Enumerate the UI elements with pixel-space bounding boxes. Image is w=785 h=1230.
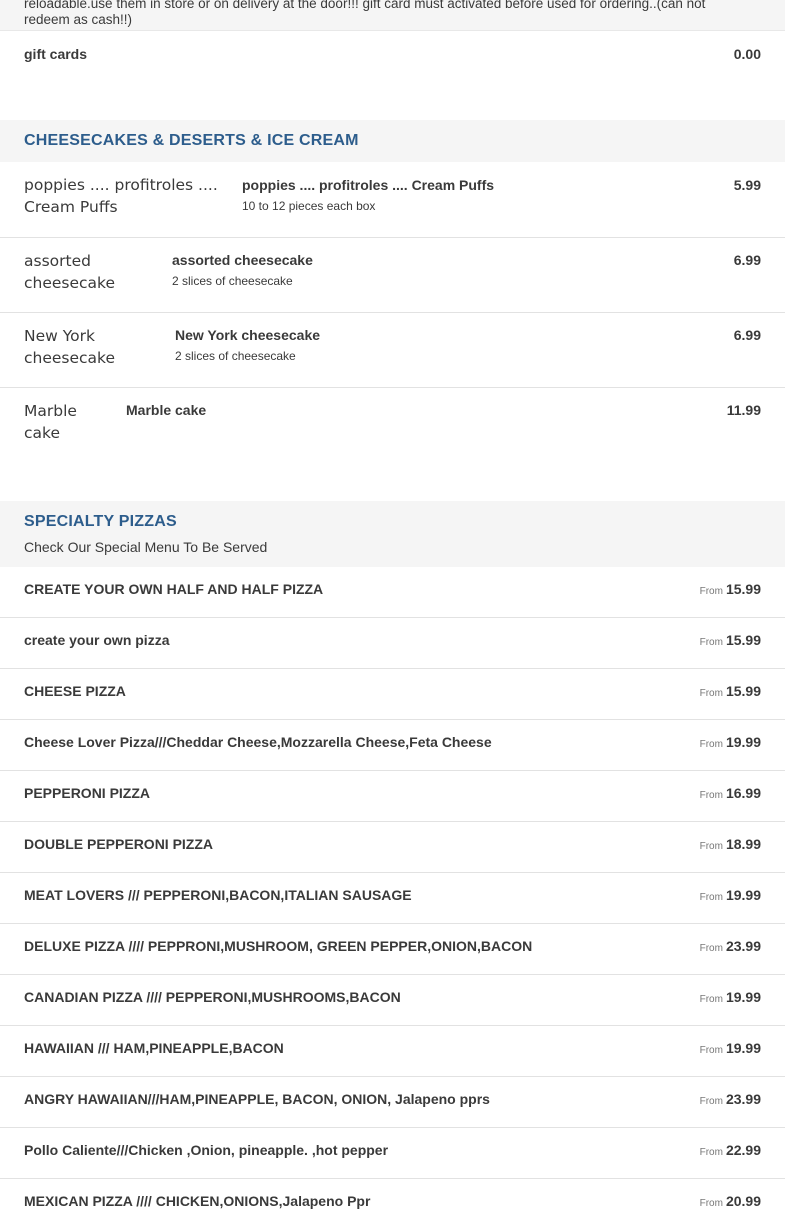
item-price — [700, 734, 761, 753]
pizza-item[interactable] — [0, 924, 785, 975]
item-price — [700, 836, 761, 855]
price-from-label: From — [699, 637, 723, 648]
price-from-label: From — [699, 790, 723, 801]
gift-card-note-banner — [0, 0, 785, 31]
item-name: Marble cake — [126, 402, 207, 418]
price-from-label: From — [699, 943, 723, 954]
item-image-alt: New York cheesecake — [24, 327, 116, 367]
item-image — [24, 400, 114, 444]
section-title: CHEESECAKES & DESERTS & ICE CREAM — [24, 132, 359, 149]
item-name: DOUBLE PEPPERONI PIZZA — [24, 836, 214, 852]
price-value: 15.99 — [725, 632, 761, 648]
item-name: poppies .... profitroles .... Cream Puffs — [242, 177, 495, 193]
item-name: Pollo Caliente///Chicken ,Onion, pineapple. ,hot pepper — [24, 1142, 389, 1158]
item-price: 5.99 — [733, 177, 761, 193]
price-value: 0.00 — [733, 46, 761, 62]
item-image-alt: poppies .... profitroles .... Cream Puffs — [24, 176, 218, 216]
item-name: DELUXE PIZZA //// PEPPRONI,MUSHROOM, GREEN PEPPER,ONION,BACON — [24, 938, 533, 954]
price-value: 16.99 — [725, 785, 761, 801]
item-name: assorted cheesecake — [172, 252, 313, 268]
item-name: create your own pizza — [24, 632, 170, 648]
menu-item-cream-puffs[interactable] — [0, 162, 785, 238]
pizza-item[interactable] — [0, 1179, 785, 1230]
item-name: New York cheesecake — [175, 327, 321, 343]
item-name: CREATE YOUR OWN HALF AND HALF PIZZA — [24, 581, 324, 597]
gift-card-note-text: reloadable.use them in store or on delivery at the door!!! gift card must activated before used for ordering..(can not redeem as cash!!) — [24, 0, 706, 27]
price-from-label: From — [699, 841, 723, 852]
item-description: 2 slices of cheesecake — [172, 274, 293, 288]
item-image — [24, 250, 154, 294]
price-value: 19.99 — [725, 734, 761, 750]
item-name: CANADIAN PIZZA //// PEPPERONI,MUSHROOMS,BACON — [24, 989, 401, 1005]
item-name: HAWAIIAN /// HAM,PINEAPPLE,BACON — [24, 1040, 284, 1056]
item-price — [700, 989, 761, 1008]
menu-item-new-york-cheesecake[interactable] — [0, 313, 785, 388]
price-from-label: From — [699, 688, 723, 699]
item-price: 11.99 — [726, 402, 761, 418]
item-price — [700, 1040, 761, 1059]
price-from-label: From — [699, 994, 723, 1005]
item-price — [700, 632, 761, 651]
item-price — [700, 887, 761, 906]
item-name: PEPPERONI PIZZA — [24, 785, 151, 801]
pizza-item[interactable] — [0, 771, 785, 822]
pizza-item[interactable] — [0, 873, 785, 924]
pizza-item[interactable] — [0, 1128, 785, 1179]
price-from-label: From — [699, 1045, 723, 1056]
item-image — [24, 325, 159, 369]
pizza-item[interactable] — [0, 822, 785, 873]
price-value: 19.99 — [725, 887, 761, 903]
item-price: 6.99 — [733, 252, 761, 268]
item-image — [24, 174, 232, 218]
item-price — [700, 683, 761, 702]
pizza-item[interactable] — [0, 669, 785, 720]
price-from-label: From — [699, 1198, 723, 1209]
item-price — [700, 1142, 761, 1161]
section-subtitle: Check Our Special Menu To Be Served — [24, 539, 268, 555]
pizza-item[interactable] — [0, 1026, 785, 1077]
item-price — [700, 785, 761, 804]
menu-item-assorted-cheesecake[interactable] — [0, 238, 785, 313]
price-value: 22.99 — [725, 1142, 761, 1158]
price-from-label: From — [699, 892, 723, 903]
item-image-alt: Marble cake — [24, 402, 77, 442]
item-price — [700, 1091, 761, 1110]
price-value: 15.99 — [725, 581, 761, 597]
section-header-cheesecakes — [0, 120, 785, 162]
item-price — [700, 938, 761, 957]
pizza-item[interactable] — [0, 975, 785, 1026]
menu-item-gift-cards[interactable] — [0, 32, 785, 120]
menu-item-marble-cake[interactable] — [0, 388, 785, 501]
price-from-label: From — [699, 586, 723, 597]
item-price — [700, 581, 761, 600]
price-value: 20.99 — [725, 1193, 761, 1209]
price-value: 15.99 — [725, 683, 761, 699]
price-from-label: From — [699, 1096, 723, 1107]
pizza-item[interactable] — [0, 618, 785, 669]
price-value: 18.99 — [725, 836, 761, 852]
price-from-label: From — [699, 739, 723, 750]
price-from-label: From — [699, 1147, 723, 1158]
price-value: 19.99 — [725, 989, 761, 1005]
pizza-item[interactable] — [0, 567, 785, 618]
item-price — [734, 46, 761, 62]
price-value: 23.99 — [725, 938, 761, 954]
item-price — [700, 1193, 761, 1212]
item-description: 10 to 12 pieces each box — [242, 199, 376, 213]
item-image-alt: assorted cheesecake — [24, 252, 116, 292]
item-name: ANGRY HAWAIIAN///HAM,PINEAPPLE, BACON, ONION, Jalapeno pprs — [24, 1091, 490, 1107]
price-value: 23.99 — [725, 1091, 761, 1107]
pizza-item[interactable] — [0, 1077, 785, 1128]
item-name: MEXICAN PIZZA //// CHICKEN,ONIONS,Jalapeno Ppr — [24, 1193, 371, 1209]
section-header-specialty-pizzas — [0, 501, 785, 567]
item-description: 2 slices of cheesecake — [175, 349, 296, 363]
price-value: 19.99 — [725, 1040, 761, 1056]
item-name: gift cards — [24, 46, 88, 62]
pizza-item[interactable] — [0, 720, 785, 771]
item-name: Cheese Lover Pizza///Cheddar Cheese,Mozzarella Cheese,Feta Cheese — [24, 734, 492, 750]
item-name: CHEESE PIZZA — [24, 683, 126, 699]
item-name: MEAT LOVERS /// PEPPERONI,BACON,ITALIAN SAUSAGE — [24, 887, 412, 903]
section-title: SPECIALTY PIZZAS — [24, 513, 177, 530]
item-price: 6.99 — [733, 327, 761, 343]
